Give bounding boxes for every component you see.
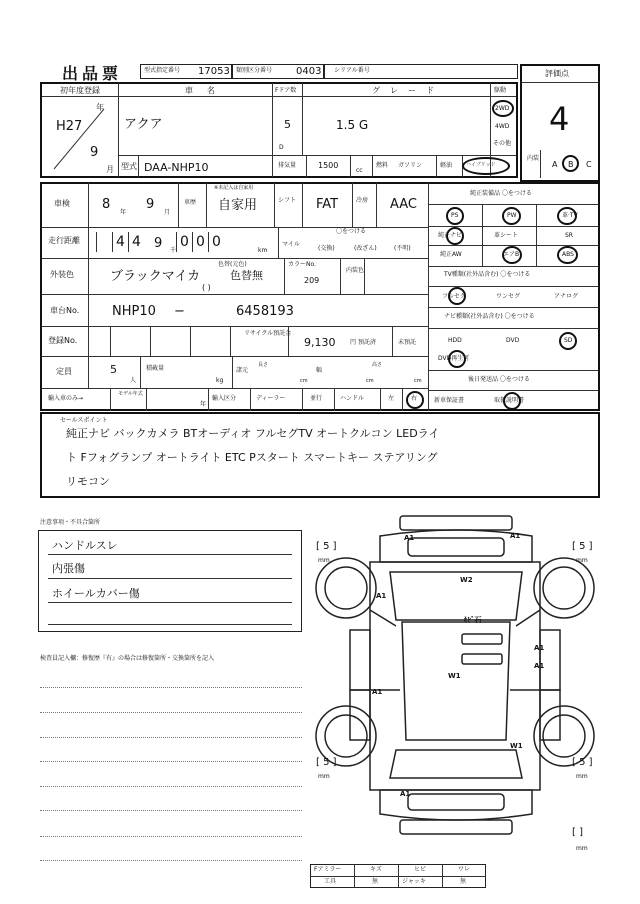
category-value: 0403 (296, 66, 322, 77)
note-item: ホイールカバー傷 (52, 587, 140, 600)
displacement-label: 排気量 (278, 162, 297, 169)
interior-c: C (586, 160, 592, 169)
damage-mark: A1 (376, 592, 387, 600)
mile-label: マイル (282, 241, 300, 248)
tire-spare-unit: mm (576, 845, 588, 852)
navi-hdd: HDD (448, 337, 462, 344)
interior-label: 内装 (527, 155, 540, 162)
sales-points-label: セールスポイント (60, 417, 108, 424)
fuel-hybrid: ハイブリッド (466, 162, 496, 168)
tire-rr-unit: mm (576, 773, 588, 780)
chassis-label: 車台No. (50, 306, 80, 315)
tire-rr: [ 5 ] (572, 757, 593, 768)
recycle-value: 9,130 (304, 336, 336, 349)
equip-abs-circle (557, 246, 578, 264)
load-label: 積載量 (146, 365, 165, 372)
equip-airbag: エアB (503, 251, 520, 258)
inspection-year-unit: 年 (120, 209, 127, 216)
navi-dvd-play-circle (448, 350, 466, 368)
navi-sd: SD (564, 337, 573, 344)
mileage-unknown: (不明) (394, 245, 411, 252)
equip-tv-circle (557, 207, 577, 225)
handle-left: 左 (388, 395, 395, 402)
parts-cell: 工具 (324, 878, 337, 885)
after-manual: 取扱説明書 (494, 397, 525, 404)
height-cm: cm (414, 378, 422, 384)
mileage-digit: 4 (112, 232, 128, 252)
mileage-unit: km (258, 247, 268, 254)
after-title: 後日発送品 〇をつける (468, 376, 530, 383)
equip-aw: 純正AW (440, 251, 462, 258)
equip-sr: SR (565, 232, 573, 239)
repaint-paren: ( ) (202, 283, 211, 292)
inspector-label: 検査員記入欄：修復歴『有』の場合は修復箇所・交換箇所を記入 (40, 655, 215, 662)
undeposit-label: 未預託 (398, 339, 417, 346)
tire-fr-unit: mm (576, 557, 588, 564)
sales-line: リモコン (66, 475, 110, 488)
notes-label: 注意事項・不具合箇所 (40, 519, 101, 526)
load-unit: kg (216, 377, 224, 384)
mileage-label: 走行距離 (48, 236, 80, 245)
width-cm: cm (366, 378, 374, 384)
tire-fl: [ 5 ] (316, 541, 337, 552)
first-reg-label: 初年度登録 (60, 86, 100, 95)
mileage-digit: 0 (176, 232, 192, 252)
tv-analog: アナログ (554, 293, 579, 300)
mileage-tamper: (改ざん) (354, 245, 377, 252)
tire-spare: [ ] (572, 827, 583, 838)
tv-title: TV種類(社外品含む) 〇をつける (444, 271, 531, 278)
tv-fullseg: フルセグ (442, 293, 466, 300)
drive-label: 駆動 (494, 87, 507, 94)
registration-label: 登録No. (48, 336, 78, 345)
mileage-exchange: (交換) (318, 245, 335, 252)
tire-rl-unit: mm (318, 773, 330, 780)
length-cm: cm (300, 378, 308, 384)
history-label: 車歴 (184, 199, 197, 206)
equip-tv: 革·TV (562, 212, 578, 219)
reg-month: 9 (90, 145, 99, 160)
note-item: 内張傷 (52, 562, 85, 575)
displacement-unit: cc (356, 167, 363, 174)
tv-fullseg-circle (448, 287, 466, 305)
navi-sd-circle (559, 332, 577, 350)
mileage-digit: 4 (128, 232, 144, 252)
grade-value: 1.5 G (336, 118, 369, 132)
equip-ps-circle (446, 207, 464, 225)
recycle-label: リサイクル預託金 (244, 330, 292, 337)
history-value: 自家用 (218, 198, 258, 213)
fuel-label: 燃料 (376, 162, 389, 169)
damage-mark: A1 (534, 644, 545, 652)
chassis-number: 6458193 (236, 304, 294, 319)
damage-mark: ｷﾋﾞ石 (464, 616, 482, 624)
displacement-value: 1500 (318, 161, 339, 170)
after-warranty: 新車保証書 (434, 397, 465, 404)
category-label: 類別区分番号 (236, 67, 273, 74)
mileage-thousand: 千 (170, 247, 177, 254)
tire-fr: [ 5 ] (572, 541, 593, 552)
color-code-label: カラーNo. (288, 261, 316, 268)
model-label: 型式 (121, 162, 137, 171)
capacity-label: 定員 (56, 367, 72, 376)
chassis-model: NHP10 (112, 304, 156, 319)
damage-mark: W1 (510, 742, 523, 750)
car-name-label: 車名 (185, 86, 229, 95)
damage-mark: A1 (404, 534, 415, 542)
width-label: 幅 (316, 367, 323, 374)
mileage-digit-extra: 9 (154, 236, 163, 251)
ac-label: 冷房 (356, 197, 369, 204)
length-label: 長さ (258, 362, 269, 368)
shift-value: FAT (316, 197, 339, 212)
drive-2wd-circle (492, 100, 514, 117)
mileage-note: 〇をつける (336, 228, 367, 235)
equip-pw: PW (507, 212, 517, 219)
equip-airbag-circle (502, 246, 522, 264)
parts-header: ヒビ (414, 866, 427, 873)
parts-header: キズ (370, 866, 382, 873)
grade-label: グレード (372, 86, 444, 95)
score-value: 4 (549, 100, 570, 138)
import-class-label: 輸入区分 (212, 395, 237, 402)
equip-abs: ABS (562, 251, 574, 258)
interior-a: A (552, 160, 558, 169)
deposit-label: 預託済 (358, 339, 377, 346)
equip-navi: 純正ナビ (438, 232, 463, 239)
shift-label: シフト (278, 197, 297, 204)
navi-dvd-play: DVD再生可 (438, 355, 470, 362)
sales-line: 純正ナビ バックカメラ BTオーディオ フルセグTV オートクルコン LEDライ (66, 427, 440, 440)
color-code: 209 (304, 276, 320, 285)
import-label: 輸入車のみ→ (48, 395, 84, 402)
size-label: 諸元 (236, 367, 249, 374)
capacity-unit: 人 (130, 377, 137, 384)
equip-leather: 革シート (494, 232, 519, 239)
tire-rl: [ 5 ] (316, 757, 337, 768)
handle-right: 右 (411, 395, 418, 402)
chassis-dash: − (174, 304, 185, 319)
inspection-label: 車検 (54, 199, 70, 208)
doors-label: Fドア数 (275, 87, 297, 94)
handle-right-circle (406, 391, 424, 409)
doors-value: 5 (284, 118, 291, 131)
parts-cell: 無 (372, 878, 379, 885)
interior-color-label: 内装色 (346, 267, 365, 274)
doors-unit: D (279, 144, 284, 151)
reg-year-unit: 年 (96, 103, 104, 112)
page-title: 出品票 (62, 64, 123, 83)
model-year-label: モデル年式 (118, 391, 143, 397)
equipment-title: 純正装備品 〇をつける (470, 190, 532, 197)
navi-dvd: DVD (506, 337, 520, 344)
tv-oneseg: ワンセグ (496, 293, 521, 300)
fuel-light: 軽油 (440, 162, 453, 169)
serial-label: シリアル番号 (334, 67, 370, 74)
parts-cell: ジャッキ (402, 878, 426, 885)
mileage-digit: 0 (208, 232, 224, 252)
interior-b: B (568, 160, 574, 169)
tire-fl-unit: mm (318, 557, 330, 564)
equip-ps: PS (451, 212, 459, 219)
inspection-month-unit: 月 (164, 209, 171, 216)
damage-mark: A1 (400, 790, 411, 798)
repaint-label: 色替(元色) (218, 261, 247, 268)
damage-mark: A1 (510, 532, 521, 540)
type-spec-value: 17053 (198, 66, 230, 77)
inspection-year: 8 (102, 197, 111, 212)
drive-other: その他 (493, 140, 512, 147)
car-diagram (310, 510, 610, 862)
recycle-unit: 円 (350, 339, 357, 346)
fuel-value: ガソリン (398, 162, 423, 169)
handle-label: ハンドル (340, 395, 365, 402)
drive-4wd: 4WD (495, 123, 510, 130)
reg-month-unit: 月 (106, 165, 114, 174)
after-manual-circle (503, 392, 521, 410)
sales-line: ト Fフォグランプ オートライト ETC Pスタート スマートキー ステアリング (66, 451, 438, 464)
parts-cell: 無 (460, 878, 467, 885)
import-dealer: ディーラー (256, 395, 286, 402)
damage-mark: W1 (448, 672, 461, 680)
car-name-value: アクア (124, 117, 163, 132)
model-value: DAA-NHP10 (144, 161, 209, 174)
drive-2wd: 2WD (495, 105, 510, 112)
equip-navi-circle (446, 227, 464, 245)
parts-header: Fアミラー (314, 866, 342, 873)
parts-header: ワレ (458, 866, 471, 873)
model-year-unit: 年 (200, 401, 207, 408)
color-value: ブラックマイカ (110, 269, 201, 284)
hybrid-circle (462, 157, 510, 175)
history-note: ※未記入は自家用 (214, 185, 254, 191)
equip-pw-circle (502, 207, 521, 225)
capacity-value: 5 (110, 363, 117, 376)
damage-mark: A1 (372, 688, 383, 696)
note-item: ハンドルスレ (52, 539, 118, 552)
ac-value: AAC (390, 197, 417, 212)
score-label: 評価点 (545, 69, 569, 78)
height-label: 高さ (372, 362, 383, 368)
repaint-value: 色替無 (230, 269, 263, 282)
import-parallel: 並行 (310, 395, 323, 402)
inspection-month: 9 (146, 197, 155, 212)
damage-mark: W2 (460, 576, 473, 584)
interior-b-circle (562, 155, 579, 172)
mileage-digit: 0 (192, 232, 208, 252)
damage-mark: A1 (534, 662, 545, 670)
navi-title: ナビ種類(社外品含む) 〇をつける (444, 313, 535, 320)
color-label: 外装色 (50, 270, 74, 279)
type-spec-label: 型式指定番号 (144, 67, 181, 74)
mileage-digit (96, 232, 112, 252)
reg-year: H27 (56, 119, 83, 134)
